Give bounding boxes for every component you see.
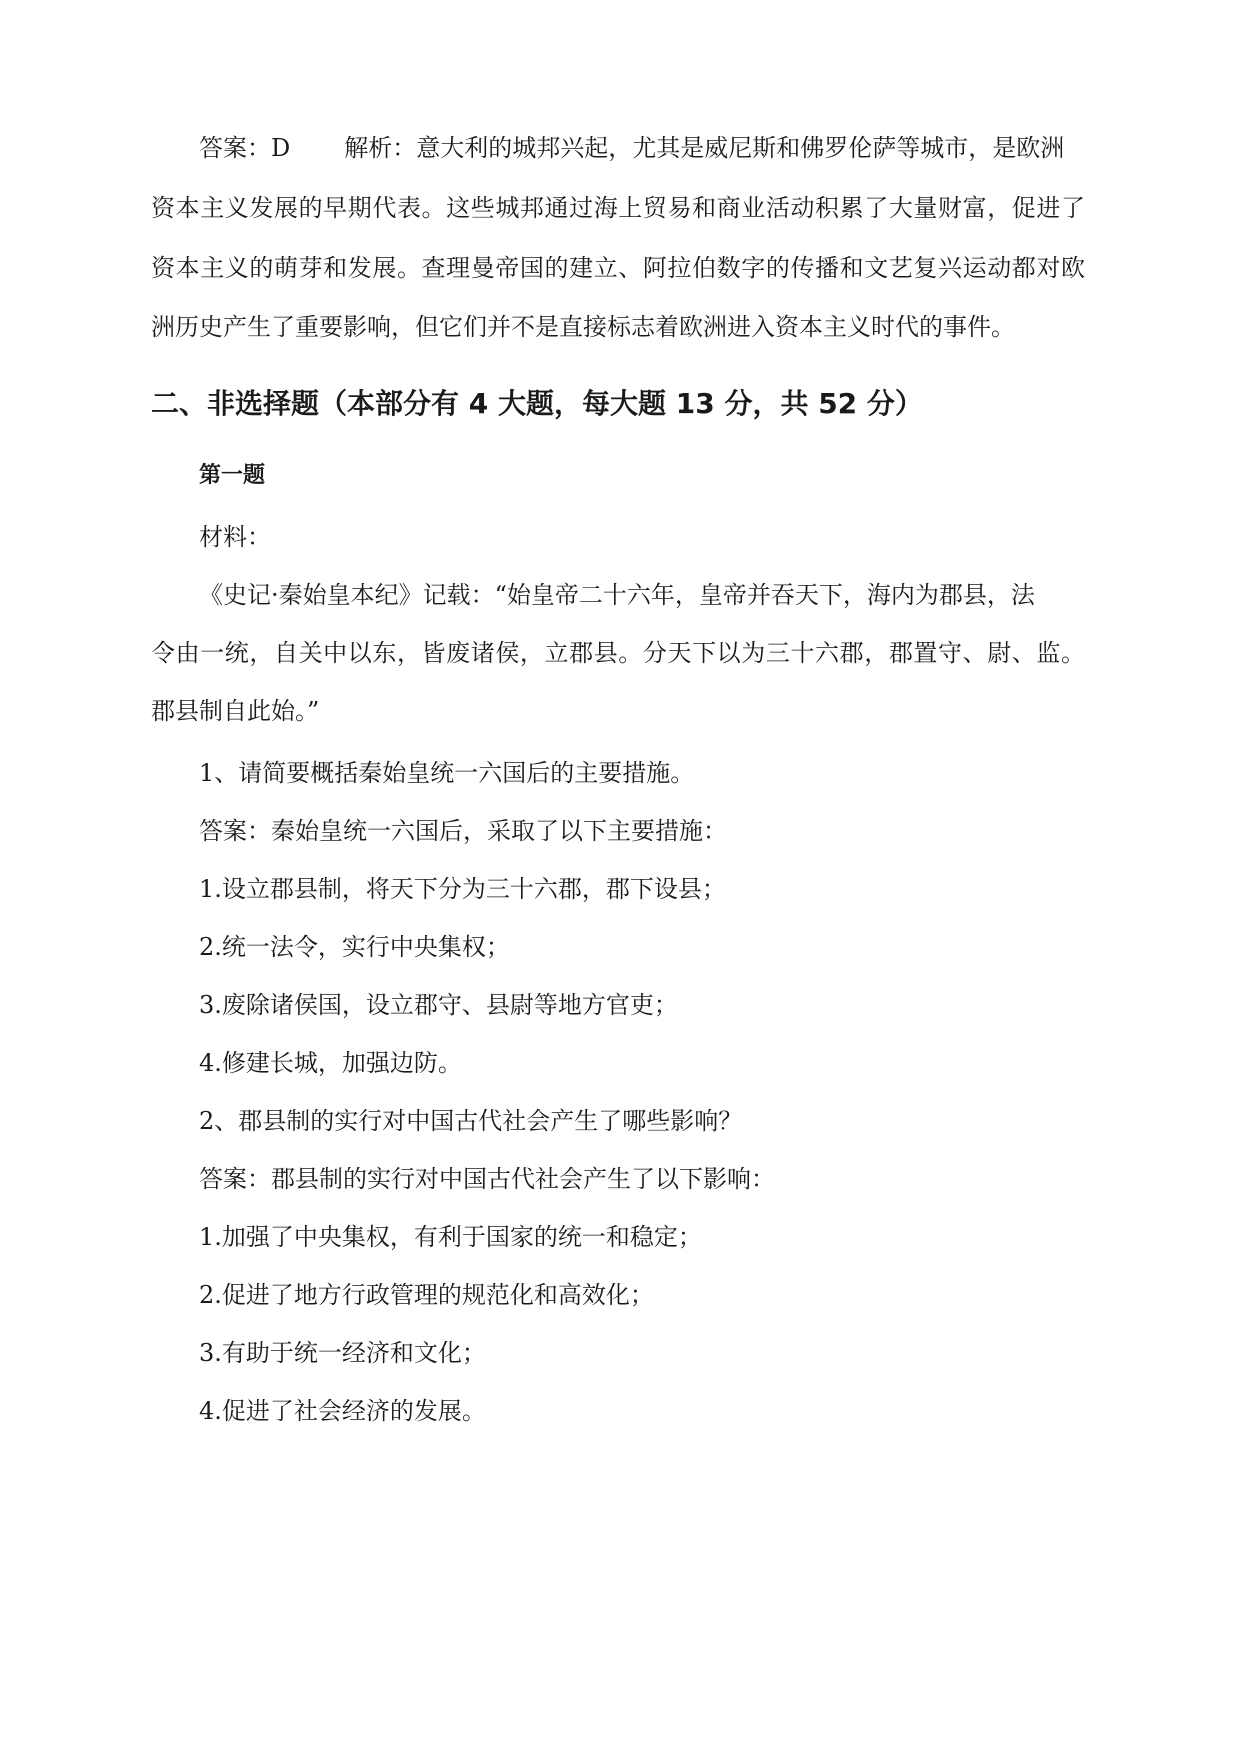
section-heading: 二、非选择题（本部分有 4 大题，每大题 13 分，共 52 分） <box>151 387 923 420</box>
material-text-2: 令由一统，自关中以东，皆废诸侯，立郡县。分天下以为三十六郡，郡置守、尉、监。 <box>151 639 1085 667</box>
sub-question-1: 1、请简要概括秦始皇统一六国后的主要措施。 <box>199 759 695 787</box>
question-title: 第一题 <box>199 463 266 488</box>
analysis-text-4: 洲历史产生了重要影响，但它们并不是直接标志着欧洲进入资本主义时代的事件。 <box>151 313 1015 341</box>
sub-question-2: 2、郡县制的实行对中国古代社会产生了哪些影响？ <box>199 1107 743 1135</box>
answer-label: 答案：D <box>199 134 291 162</box>
analysis-text-1: 解析：意大利的城邦兴起，尤其是威尼斯和佛罗伦萨等城市，是欧洲 <box>344 134 1065 162</box>
material-label: 材料： <box>199 523 271 551</box>
sub-answer-1: 答案：秦始皇统一六国后，采取了以下主要措施： <box>199 817 727 845</box>
sub-answer-2: 答案：郡县制的实行对中国古代社会产生了以下影响： <box>199 1165 775 1193</box>
answer-analysis-line-1 <box>199 131 1064 165</box>
material-text-3: 郡县制自此始。” <box>151 697 320 725</box>
answer-point: 3.废除诸侯国，设立郡守、县尉等地方官吏； <box>199 991 678 1019</box>
answer-point: 1.设立郡县制，将天下分为三十六郡，郡下设县； <box>199 875 726 903</box>
answer-point: 2.促进了地方行政管理的规范化和高效化； <box>199 1281 654 1309</box>
analysis-text-3: 资本主义的萌芽和发展。查理曼帝国的建立、阿拉伯数字的传播和文艺复兴运动都对欧 <box>151 254 1085 282</box>
answer-point: 3.有助于统一经济和文化； <box>199 1339 486 1367</box>
answer-point: 4.促进了社会经济的发展。 <box>199 1397 486 1425</box>
answer-point: 1.加强了中央集权，有利于国家的统一和稳定； <box>199 1223 702 1251</box>
analysis-text-2: 资本主义发展的早期代表。这些城邦通过海上贸易和商业活动积累了大量财富，促进了 <box>151 194 1085 222</box>
answer-point: 2.统一法令，实行中央集权； <box>199 933 510 961</box>
material-text-1: 《史记·秦始皇本纪》记载：“始皇帝二十六年，皇帝并吞天下，海内为郡县，法 <box>199 581 1035 609</box>
answer-point: 4.修建长城，加强边防。 <box>199 1049 462 1077</box>
